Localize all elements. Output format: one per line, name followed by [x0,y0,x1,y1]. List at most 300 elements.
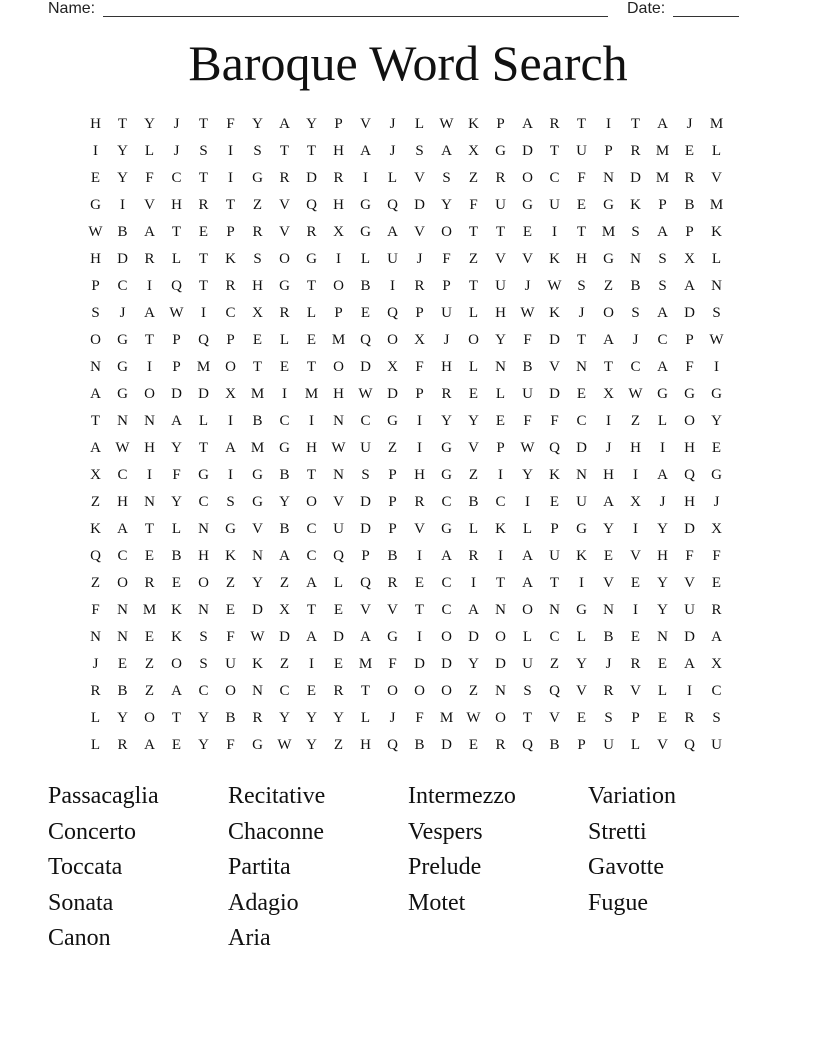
grid-letter[interactable]: S [631,305,640,321]
grid-letter[interactable]: A [90,386,101,402]
grid-letter[interactable]: T [198,278,209,294]
grid-letter[interactable]: A [90,440,101,456]
grid-letter[interactable]: A [684,656,695,672]
grid-letter[interactable]: S [253,251,262,267]
grid-letter[interactable]: I [390,278,395,294]
grid-letter[interactable]: L [171,251,182,267]
grid-letter[interactable]: O [171,656,182,672]
grid-letter[interactable]: S [523,683,532,699]
grid-letter[interactable]: E [576,386,587,402]
grid-letter[interactable]: Z [468,683,479,699]
grid-letter[interactable]: G [117,386,128,402]
grid-letter[interactable]: E [468,386,479,402]
grid-letter[interactable]: A [522,548,533,564]
grid-letter[interactable]: Z [90,494,101,510]
grid-letter[interactable]: Q [360,332,371,348]
grid-letter[interactable]: O [333,278,344,294]
grid-letter[interactable]: R [414,494,425,510]
grid-letter[interactable]: V [522,251,533,267]
grid-letter[interactable]: L [711,251,722,267]
grid-letter[interactable]: W [250,629,265,645]
grid-letter[interactable]: S [712,710,721,726]
grid-letter[interactable]: S [199,143,208,159]
grid-letter[interactable]: P [334,116,343,132]
grid-letter[interactable]: G [441,521,452,537]
grid-letter[interactable]: L [576,629,587,645]
grid-letter[interactable]: P [496,440,505,456]
grid-letter[interactable]: U [495,197,506,213]
grid-letter[interactable]: A [360,143,371,159]
grid-letter[interactable]: R [144,251,155,267]
grid-letter[interactable]: O [198,575,209,591]
grid-letter[interactable]: E [252,332,263,348]
grid-letter[interactable]: N [495,602,506,618]
grid-letter[interactable]: L [387,170,398,186]
grid-letter[interactable]: W [520,305,535,321]
grid-letter[interactable]: C [441,575,452,591]
grid-letter[interactable]: Y [198,737,209,753]
grid-letter[interactable]: H [198,548,209,564]
grid-letter[interactable]: N [549,602,560,618]
grid-letter[interactable]: C [225,305,236,321]
grid-letter[interactable]: C [576,413,587,429]
grid-letter[interactable]: A [306,629,317,645]
grid-letter[interactable]: F [712,548,721,564]
grid-letter[interactable]: R [468,548,479,564]
grid-letter[interactable]: T [576,116,587,132]
grid-letter[interactable]: B [117,224,128,240]
grid-letter[interactable]: G [225,521,236,537]
grid-letter[interactable]: U [684,602,695,618]
grid-letter[interactable]: Y [171,440,182,456]
grid-letter[interactable]: R [144,575,155,591]
grid-letter[interactable]: N [576,359,587,375]
grid-letter[interactable]: R [279,170,290,186]
grid-letter[interactable]: Y [468,656,479,672]
grid-letter[interactable]: R [630,656,641,672]
grid-letter[interactable]: A [522,575,533,591]
grid-letter[interactable]: I [417,440,422,456]
grid-letter[interactable]: G [576,521,587,537]
grid-letter[interactable]: U [495,278,506,294]
grid-letter[interactable]: L [171,521,182,537]
grid-letter[interactable]: R [387,575,398,591]
name-blank-line[interactable] [103,16,608,17]
grid-letter[interactable]: Y [279,494,290,510]
grid-letter[interactable]: I [714,359,719,375]
grid-letter[interactable]: E [711,575,722,591]
grid-letter[interactable]: V [144,197,155,213]
grid-letter[interactable]: O [117,575,128,591]
grid-letter[interactable]: T [576,332,587,348]
grid-letter[interactable]: Y [522,467,533,483]
grid-letter[interactable]: P [550,521,559,537]
grid-letter[interactable]: S [658,278,667,294]
grid-letter[interactable]: L [360,710,371,726]
grid-letter[interactable]: N [198,521,209,537]
grid-letter[interactable]: S [199,656,208,672]
grid-letter[interactable]: G [657,386,668,402]
grid-letter[interactable]: O [387,683,398,699]
grid-letter[interactable]: D [360,521,371,537]
grid-letter[interactable]: T [495,224,506,240]
grid-letter[interactable]: C [306,548,317,564]
grid-letter[interactable]: V [468,440,479,456]
grid-letter[interactable]: Z [387,440,398,456]
grid-letter[interactable]: X [225,386,236,402]
grid-letter[interactable]: H [414,467,425,483]
grid-letter[interactable]: T [144,521,155,537]
grid-letter[interactable]: R [495,737,506,753]
grid-letter[interactable]: K [495,521,506,537]
grid-letter[interactable]: G [603,251,614,267]
grid-letter[interactable]: I [201,305,206,321]
grid-letter[interactable]: E [684,143,695,159]
grid-letter[interactable]: B [279,521,290,537]
grid-letter[interactable]: I [147,467,152,483]
grid-letter[interactable]: N [117,629,128,645]
grid-letter[interactable]: T [225,197,236,213]
grid-letter[interactable]: D [684,629,695,645]
grid-letter[interactable]: D [414,656,425,672]
grid-letter[interactable]: H [333,197,344,213]
grid-letter[interactable]: E [360,305,371,321]
grid-letter[interactable]: T [414,602,425,618]
grid-letter[interactable]: C [117,467,128,483]
grid-letter[interactable]: T [198,440,209,456]
grid-letter[interactable]: G [360,224,371,240]
grid-letter[interactable]: Q [333,548,344,564]
grid-letter[interactable]: I [552,224,557,240]
grid-letter[interactable]: N [333,467,344,483]
grid-letter[interactable]: Q [171,278,182,294]
grid-letter[interactable]: C [441,602,452,618]
grid-letter[interactable]: J [632,332,639,348]
grid-letter[interactable]: U [387,251,398,267]
grid-letter[interactable]: R [225,278,236,294]
grid-letter[interactable]: C [549,170,560,186]
grid-letter[interactable]: G [252,467,263,483]
grid-letter[interactable]: Y [306,737,317,753]
grid-letter[interactable]: H [333,143,344,159]
grid-letter[interactable]: G [603,197,614,213]
grid-letter[interactable]: E [198,224,209,240]
grid-letter[interactable]: Y [576,656,587,672]
grid-letter[interactable]: V [414,224,425,240]
grid-letter[interactable]: Y [171,494,182,510]
grid-letter[interactable]: M [250,386,265,402]
grid-letter[interactable]: Y [198,710,209,726]
grid-letter[interactable]: X [630,494,641,510]
grid-letter[interactable]: U [441,305,452,321]
grid-letter[interactable]: T [576,224,587,240]
grid-letter[interactable]: P [91,278,100,294]
grid-letter[interactable]: N [198,602,209,618]
grid-letter[interactable]: Y [603,521,614,537]
grid-letter[interactable]: N [630,251,641,267]
grid-letter[interactable]: Y [441,413,452,429]
grid-letter[interactable]: D [360,494,371,510]
grid-letter[interactable]: M [304,386,319,402]
grid-letter[interactable]: U [225,656,236,672]
grid-letter[interactable]: O [414,683,425,699]
grid-letter[interactable]: T [522,710,533,726]
grid-letter[interactable]: X [684,251,695,267]
grid-letter[interactable]: H [306,440,317,456]
grid-letter[interactable]: A [279,116,290,132]
grid-letter[interactable]: Q [90,548,101,564]
grid-letter[interactable]: K [171,602,182,618]
grid-letter[interactable]: J [659,494,666,510]
grid-letter[interactable]: W [358,386,373,402]
grid-letter[interactable]: I [498,548,503,564]
grid-letter[interactable]: J [119,305,126,321]
grid-letter[interactable]: P [172,359,181,375]
grid-letter[interactable]: A [144,737,155,753]
grid-letter[interactable]: R [684,170,695,186]
grid-letter[interactable]: Y [333,710,344,726]
grid-letter[interactable]: B [387,548,398,564]
grid-letter[interactable]: M [331,332,346,348]
grid-letter[interactable]: W [169,305,184,321]
grid-letter[interactable]: Y [657,521,668,537]
grid-letter[interactable]: D [630,170,641,186]
grid-letter[interactable]: D [576,440,587,456]
grid-letter[interactable]: G [252,170,263,186]
grid-letter[interactable]: J [389,710,396,726]
grid-letter[interactable]: A [279,548,290,564]
grid-letter[interactable]: O [225,359,236,375]
grid-letter[interactable]: Y [306,116,317,132]
grid-letter[interactable]: H [171,197,182,213]
grid-letter[interactable]: D [414,197,425,213]
grid-letter[interactable]: P [388,467,397,483]
grid-letter[interactable]: O [441,629,452,645]
grid-letter[interactable]: Q [387,197,398,213]
grid-letter[interactable]: T [306,467,317,483]
grid-letter[interactable]: M [655,170,670,186]
grid-letter[interactable]: C [279,683,290,699]
grid-letter[interactable]: T [306,359,317,375]
grid-letter[interactable]: G [684,386,695,402]
grid-letter[interactable]: F [523,332,532,348]
grid-letter[interactable]: I [309,413,314,429]
grid-letter[interactable]: C [630,359,641,375]
grid-letter[interactable]: C [657,332,668,348]
grid-letter[interactable]: Q [684,467,695,483]
grid-letter[interactable]: E [144,548,155,564]
grid-letter[interactable]: H [117,494,128,510]
grid-letter[interactable]: Q [387,737,398,753]
grid-letter[interactable]: L [90,737,101,753]
grid-letter[interactable]: R [306,224,317,240]
grid-letter[interactable]: X [387,359,398,375]
grid-letter[interactable]: A [657,467,668,483]
grid-letter[interactable]: Q [306,197,317,213]
grid-letter[interactable]: O [684,413,695,429]
grid-letter[interactable]: E [630,629,641,645]
grid-letter[interactable]: J [524,278,531,294]
grid-letter[interactable]: V [252,521,263,537]
grid-letter[interactable]: X [711,656,722,672]
grid-letter[interactable]: F [388,656,397,672]
grid-letter[interactable]: B [117,683,128,699]
grid-letter[interactable]: R [198,197,209,213]
grid-letter[interactable]: K [549,467,560,483]
grid-letter[interactable]: Y [657,602,668,618]
grid-letter[interactable]: K [630,197,641,213]
grid-letter[interactable]: B [549,737,560,753]
grid-letter[interactable]: Y [117,710,128,726]
grid-letter[interactable]: H [252,278,263,294]
grid-letter[interactable]: R [441,386,452,402]
grid-letter[interactable]: F [226,737,235,753]
grid-letter[interactable]: I [525,494,530,510]
grid-letter[interactable]: O [306,494,317,510]
grid-letter[interactable]: T [603,359,614,375]
grid-letter[interactable]: E [549,494,560,510]
grid-letter[interactable]: U [576,143,587,159]
grid-letter[interactable]: L [468,359,479,375]
grid-letter[interactable]: D [549,332,560,348]
grid-letter[interactable]: K [252,656,263,672]
grid-letter[interactable]: W [439,116,454,132]
grid-letter[interactable]: N [252,683,263,699]
grid-letter[interactable]: Y [441,197,452,213]
grid-letter[interactable]: Y [117,143,128,159]
grid-letter[interactable]: Q [684,737,695,753]
grid-letter[interactable]: B [684,197,695,213]
grid-letter[interactable]: R [333,170,344,186]
grid-letter[interactable]: F [172,467,181,483]
grid-letter[interactable]: I [579,575,584,591]
grid-letter[interactable]: E [171,737,182,753]
grid-letter[interactable]: G [252,737,263,753]
grid-letter[interactable]: O [468,332,479,348]
grid-letter[interactable]: N [603,170,614,186]
grid-letter[interactable]: J [605,656,612,672]
grid-letter[interactable]: H [684,494,695,510]
grid-letter[interactable]: O [279,251,290,267]
grid-letter[interactable]: C [711,683,722,699]
grid-letter[interactable]: Y [711,413,722,429]
grid-letter[interactable]: D [279,629,290,645]
grid-letter[interactable]: L [279,332,290,348]
grid-letter[interactable]: V [711,170,722,186]
grid-letter[interactable]: U [549,197,560,213]
grid-letter[interactable]: H [360,737,371,753]
grid-letter[interactable]: Q [387,305,398,321]
grid-letter[interactable]: Z [630,413,641,429]
grid-letter[interactable]: P [415,305,424,321]
grid-letter[interactable]: X [279,602,290,618]
grid-letter[interactable]: S [361,467,370,483]
grid-letter[interactable]: J [443,332,450,348]
grid-letter[interactable]: G [279,440,290,456]
grid-letter[interactable]: G [279,278,290,294]
grid-letter[interactable]: S [577,278,586,294]
grid-letter[interactable]: I [309,656,314,672]
grid-letter[interactable]: D [468,629,479,645]
grid-letter[interactable]: R [252,224,263,240]
grid-letter[interactable]: E [414,575,425,591]
grid-letter[interactable]: K [171,629,182,645]
grid-letter[interactable]: G [117,332,128,348]
grid-letter[interactable]: A [657,116,668,132]
grid-letter[interactable]: K [549,305,560,321]
grid-letter[interactable]: A [171,413,182,429]
grid-letter[interactable]: M [358,656,373,672]
grid-letter[interactable]: W [331,440,346,456]
grid-letter[interactable]: F [523,413,532,429]
grid-letter[interactable]: S [253,143,262,159]
grid-letter[interactable]: P [496,116,505,132]
grid-letter[interactable]: R [711,602,722,618]
grid-letter[interactable]: P [685,224,694,240]
grid-letter[interactable]: R [549,116,560,132]
grid-letter[interactable]: T [630,116,641,132]
grid-letter[interactable]: W [709,332,724,348]
grid-letter[interactable]: I [147,359,152,375]
grid-letter[interactable]: I [417,629,422,645]
grid-letter[interactable]: J [605,440,612,456]
grid-letter[interactable]: Y [252,575,263,591]
grid-letter[interactable]: O [387,332,398,348]
grid-letter[interactable]: C [360,413,371,429]
grid-letter[interactable]: N [711,278,722,294]
grid-letter[interactable]: A [522,116,533,132]
grid-letter[interactable]: D [198,386,209,402]
grid-letter[interactable]: G [387,629,398,645]
grid-letter[interactable]: H [495,305,506,321]
grid-letter[interactable]: H [144,440,155,456]
grid-letter[interactable]: D [441,656,452,672]
grid-letter[interactable]: P [658,197,667,213]
grid-letter[interactable]: Y [117,170,128,186]
grid-letter[interactable]: I [606,116,611,132]
grid-letter[interactable]: I [120,197,125,213]
grid-letter[interactable]: R [630,143,641,159]
grid-letter[interactable]: U [711,737,722,753]
grid-letter[interactable]: C [549,629,560,645]
grid-letter[interactable]: V [279,197,290,213]
grid-letter[interactable]: W [88,224,103,240]
grid-letter[interactable]: C [117,548,128,564]
grid-letter[interactable]: K [711,224,722,240]
grid-letter[interactable]: D [522,143,533,159]
grid-letter[interactable]: C [306,521,317,537]
grid-letter[interactable]: K [225,251,236,267]
grid-letter[interactable]: R [117,737,128,753]
grid-letter[interactable]: J [416,251,423,267]
grid-letter[interactable]: B [468,494,479,510]
grid-letter[interactable]: I [687,683,692,699]
grid-letter[interactable]: G [117,359,128,375]
grid-letter[interactable]: L [306,305,317,321]
grid-letter[interactable]: F [685,359,694,375]
grid-letter[interactable]: Q [549,683,560,699]
grid-letter[interactable]: Z [549,656,560,672]
grid-letter[interactable]: C [117,278,128,294]
grid-letter[interactable]: U [603,737,614,753]
grid-letter[interactable]: G [90,197,101,213]
grid-letter[interactable]: R [414,278,425,294]
grid-letter[interactable]: Z [603,278,614,294]
grid-letter[interactable]: O [495,710,506,726]
grid-letter[interactable]: B [279,467,290,483]
grid-letter[interactable]: V [549,710,560,726]
grid-letter[interactable]: J [173,143,180,159]
